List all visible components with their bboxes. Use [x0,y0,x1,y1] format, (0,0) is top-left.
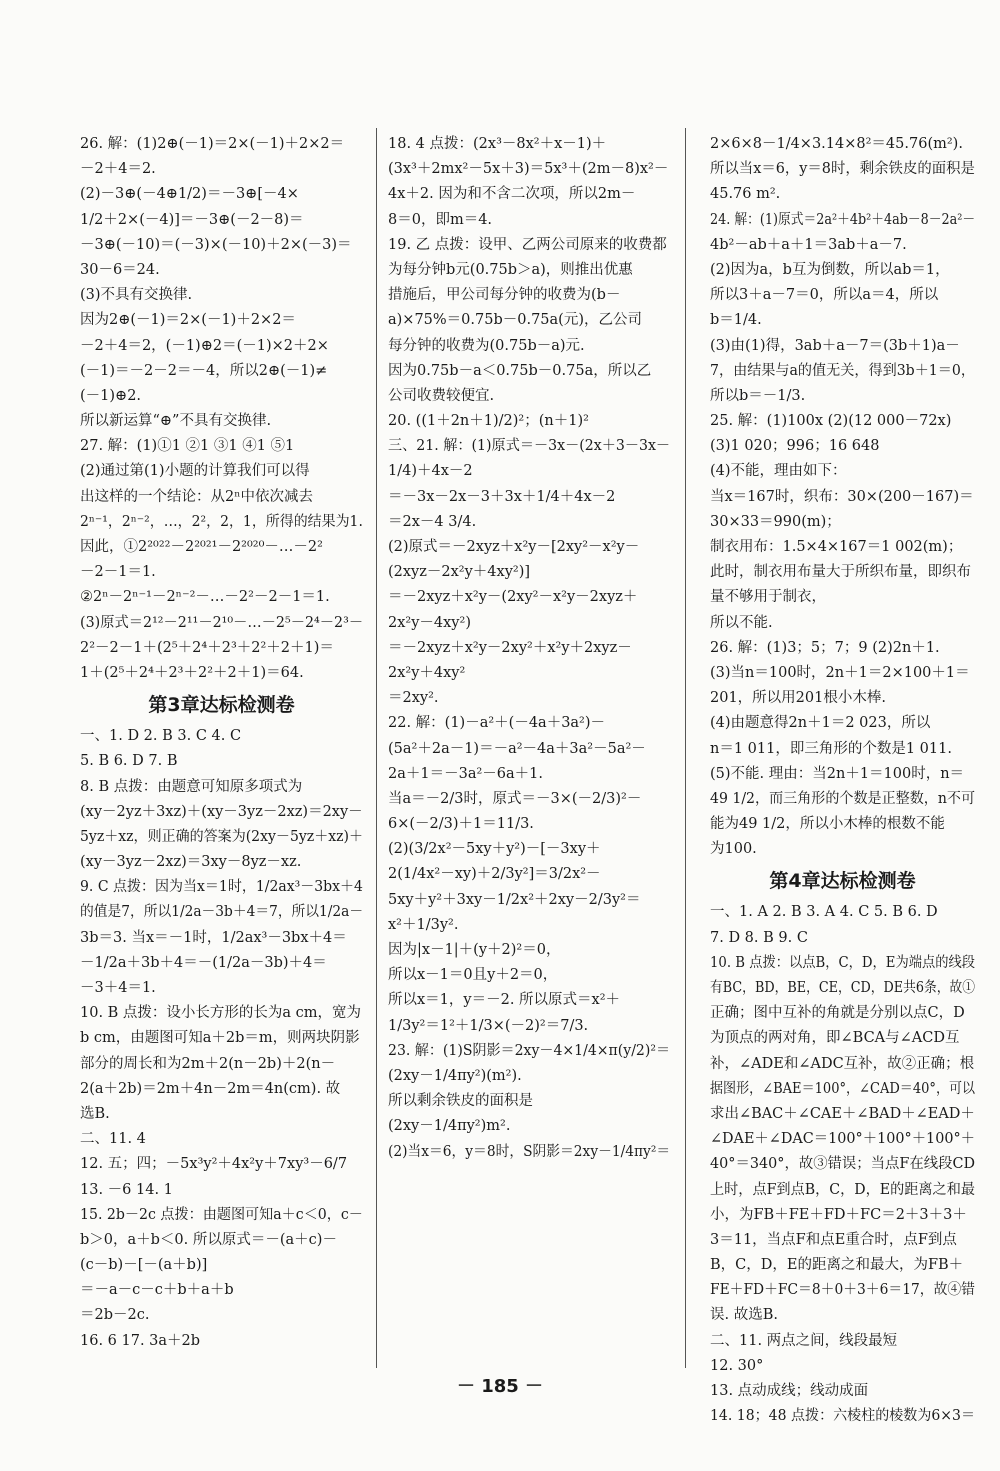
answer-line: 所以新运算“⊕”不具有交换律. [80,413,272,430]
answer-line: 2²－2－1＋(2⁵＋2⁴＋2³＋2²＋2＋1)＝ [80,639,334,656]
answer-line: x²＋1/3y². [388,916,459,933]
answer-line: b cm，由题图可知a＋2b＝m，则两块阴影 [80,1030,360,1047]
answer-line: 6×(－2/3)＋1＝11/3. [388,816,534,833]
answer-line: 所以不能. [710,614,773,631]
answer-line: 8＝0，即m＝4. [388,211,493,228]
answer-line: (3)不具有交换律. [80,287,193,304]
answer-line: 13. －6 14. 1 [80,1181,173,1198]
answer-line: 因为0.75b－a＜0.75b－0.75a，所以乙 [388,362,652,379]
answer-line: 5xy＋y²＋3xy－1/2x²＋2xy－2/3y²＝ [388,891,641,908]
answer-line: 2(1/4x²－xy)＋2/3y²]＝3/2x²－ [388,866,601,883]
answer-line: 45.76 m². [710,186,781,203]
answer-line: 为顶点的两对角，即∠BCA与∠ACD互 [710,1030,960,1047]
answer-line: 24. 解：(1)原式＝2a²＋4b²＋4ab－8－2a²－ [710,211,975,228]
answer-line: 12. 30° [710,1357,764,1374]
answer-line: 9. C 点拨：因为当x＝1时，1/2ax³－3bx＋4 [80,879,363,896]
answer-line: 1＋(2⁵＋2⁴＋2³＋2²＋2＋1)＝64. [80,664,304,681]
answer-line: 201，所以用201根小木棒. [710,690,886,707]
answer-line: 能为49 1/2，所以小木棒的根数不能 [710,816,945,833]
answer-line: 30×33＝990(m)； [710,513,841,530]
answer-line: 有BC，BD，BE，CE，CD，DE共6条，故① [710,980,975,996]
answer-line: (－1)＝－2－2＝－4，所以2⊕(－1)≠ [80,362,328,379]
answer-line: (2)－3⊕(－4⊕1/2)＝－3⊕[－4× [80,186,299,203]
answer-line: 所以x－1＝0且y＋2＝0， [388,967,558,984]
answer-line: 2x²y＋4xy² [388,664,466,681]
answer-line: 4b²－ab＋a＋1＝3ab＋a－7. [710,236,907,253]
answer-line: (5a²＋2a－1)＝－a²－4a＋3a²－5a²－ [388,740,646,757]
answer-line: (3)由(1)得，3ab＋a－7＝(3b＋1)a－ [710,337,960,354]
answer-line: 制衣用布：1.5×4×167＝1 002(m)； [710,539,963,555]
answer-line: 小，为FB＋FE＋FD＋FC＝2＋3＋3＋ [710,1206,967,1223]
answer-line: 正确；图中互补的角就是分别以点C，D [710,1005,965,1022]
answer-line: 18. 4 点拨：(2x³－8x²＋x－1)＋ [388,136,607,152]
answer-line: 7，由结果与a的值无关，得到3b＋1＝0， [710,362,975,379]
answer-line: FE＋FD＋FC＝8＋0＋3＋6＝17，故④错 [710,1282,975,1299]
answer-line: 8. B 点拨：由题意可知原多项式为 [80,778,303,795]
answer-line: 12. 五；四；－5x³y²＋4x²y＋7xy³－6/7 [80,1156,348,1173]
answer-line: ＝－3x－2x－3＋3x＋1/4＋4x－2 [388,488,616,505]
answer-line: －2＋4＝2. [80,161,156,178]
answer-line: (c－b)－[－(a＋b)] [80,1257,208,1274]
answer-line: ＝－a－c－c＋b＋a＋b [80,1282,234,1299]
answer-line: 当a＝－2/3时，原式＝－3×(－2/3)²－ [388,790,642,807]
answer-line: ②2ⁿ－2ⁿ⁻¹－2ⁿ⁻²－…－2²－2－1＝1. [80,589,330,606]
answer-line: 14. 18；48 点拨：六棱柱的棱数为6×3＝ [710,1408,975,1425]
answer-line: 出这样的一个结论：从2ⁿ中依次减去 [80,488,313,505]
answer-line: 30－6＝24. [80,261,160,278]
answer-line: b＝1/4. [710,312,762,329]
answer-line: 此时，制衣用布量大于所织布量，即织布 [710,564,971,581]
answer-line: 2a＋1＝－3a²－6a＋1. [388,765,543,782]
answer-line: 措施后，甲公司每分钟的收费为(b－ [388,287,621,304]
answer-line: 求出∠BAC＋∠CAE＋∠BAD＋∠EAD＋ [710,1105,975,1122]
answer-line: －2＋4＝2，(－1)⊕2＝(－1)×2＋2× [80,337,329,354]
answer-column-right [710,132,975,1429]
answer-line: 2ⁿ⁻¹，2ⁿ⁻²，…，2²，2，1，所得的结果为1. [80,513,363,530]
answer-line: 量不够用于制衣， [710,589,826,606]
answer-line: 2x²y－4xy²) [388,614,471,631]
section-title: 第3章达标检测卷 [148,694,295,717]
answer-line: 所以剩余铁皮的面积是 [388,1093,533,1110]
answer-line: ∠DAE＋∠DAC＝100°＋100°＋100°＋ [710,1131,975,1148]
answer-column-middle [388,132,670,1165]
answer-line: 所以当x＝6，y＝8时，剩余铁皮的面积是 [710,161,975,178]
answer-line: 一、1. A 2. B 3. A 4. C 5. B 6. D [710,904,938,921]
answer-line: 19. 乙 点拨：设甲、乙两公司原来的收费都 [388,236,667,253]
answer-line: (5)不能. 理由：当2n＋1＝100时，n＝ [710,765,965,782]
answer-line: 一、1. D 2. B 3. C 4. C [80,728,242,745]
answer-line: (4)不能，理由如下： [710,463,847,480]
answer-line: 13. 点动成线；线动成面 [710,1383,869,1399]
answer-line: 所以3＋a－7＝0，所以a＝4，所以 [710,287,939,304]
answer-line: 5. B 6. D 7. B [80,753,178,770]
answer-line: 3b＝3. 当x＝－1时，1/2ax³－3bx＋4＝ [80,929,347,946]
answer-line: ＝－2xyz＋x²y－2xy²＋x²y＋2xyz－ [388,639,632,656]
answer-line: b＞0，a＋b＜0. 所以原式＝－(a＋c)－ [80,1231,337,1248]
answer-line: 所以x＝1，y＝－2. 所以原式＝x²＋ [388,992,621,1009]
answer-line: 1/3y²＝1²＋1/3×(－2)²＝7/3. [388,1017,589,1034]
answer-line: 公司收费较便宜. [388,387,495,404]
answer-line: (xy－2yz＋3xz)＋(xy－3yz－2xz)＝2xy－ [80,803,363,820]
page-number: － 185 － [456,1376,544,1397]
answer-line: a)×75%＝0.75b－0.75a(元)，乙公司 [388,312,642,329]
answer-line: 20. ((1＋2n＋1)/2)²；(n＋1)² [388,413,589,430]
answer-line: (2xy－1/4πy²)(m²). [388,1067,522,1084]
answer-line: (3)1 020；996；16 648 [710,438,880,455]
answer-line: 4x＋2. 因为和不含二次项，所以2m－ [388,186,636,203]
answer-line: 为100. [710,841,757,858]
answer-line: 因此，①2²⁰²²－2²⁰²¹－2²⁰²⁰－…－2² [80,539,323,555]
answer-line: (2xyz－2x²y＋4xy²)] [388,564,531,581]
answer-line: 二、11. 4 [80,1131,146,1148]
answer-line: (3)原式＝2¹²－2¹¹－2¹⁰－…－2⁵－2⁴－2³－ [80,614,363,631]
answer-line: (2)通过第(1)小题的计算我们可以得 [80,463,310,480]
column-divider-1 [376,128,377,1368]
answer-line: 每分钟的收费为(0.75b－a)元. [388,337,585,354]
answer-line: (4)由题意得2n＋1＝2 023，所以 [710,715,931,732]
answer-line: 5yz＋xz，则正确的答案为(2xy－5yz＋xz)＋ [80,828,363,845]
answer-line: (－1)⊕2. [80,387,142,404]
answer-line: 27. 解：(1)①1 ②1 ③1 ④1 ⑤1 [80,438,295,455]
answer-line: －3＋4＝1. [80,980,156,996]
answer-line: 误. 故选B. [710,1307,778,1324]
answer-line: (3)当n＝100时，2n＋1＝2×100＋1＝ [710,664,970,681]
answer-line: (xy－3yz－2xz)＝3xy－8yz－xz. [80,854,302,871]
section-title: 第4章达标检测卷 [769,870,916,893]
answer-column-left [80,132,363,1354]
answer-line: 因为2⊕(－1)＝2×(－1)＋2×2＝ [80,312,296,329]
answer-line: －1/2a＋3b＋4＝－(1/2a－3b)＋4＝ [80,954,327,971]
answer-line: (3x³＋2mx²－5x＋3)＝5x³＋(2m－8)x²－ [388,161,669,178]
answer-line: 的值是7，所以1/2a－3b＋4＝7，所以1/2a－ [80,904,363,921]
answer-line: 当x＝167时，织布：30×(200－167)＝ [710,488,974,505]
answer-line: 上时，点F到点B，C，D，E的距离之和最 [710,1181,975,1198]
answer-line: n＝1 011，即三角形的个数是1 011. [710,740,952,757]
answer-line: 1/4)＋4x－2 [388,463,473,480]
answer-line: 10. B 点拨：以点B，C，D，E为端点的线段 [710,954,975,971]
answer-line: 为每分钟b元(0.75b＞a)，则推出优惠 [388,261,633,278]
answer-line: 7. D 8. B 9. C [710,929,808,946]
answer-line: 3＝11，当点F和点E重合时，点F到点 [710,1231,957,1248]
answer-line: (2)原式＝－2xyz＋x²y－[2xy²－x²y－ [388,539,640,555]
answer-line: 26. 解：(1)2⊕(－1)＝2×(－1)＋2×2＝ [80,136,345,152]
answer-line: (2)(3/2x²－5xy＋y²)－[－3xy＋ [388,841,601,858]
answer-line: 选B. [80,1105,110,1122]
answer-line: 据图形，∠BAE＝100°，∠CAD＝40°，可以 [710,1080,975,1097]
answer-line: 25. 解：(1)100x (2)(12 000－72x) [710,413,952,430]
answer-line: －2－1＝1. [80,564,156,581]
answer-line: －3⊕(－10)＝(－3)×(－10)＋2×(－3)＝ [80,236,352,253]
answer-line: 15. 2b－2c 点拨：由题图可知a＋c＜0，c－ [80,1206,363,1223]
answer-line: 10. B 点拨：设小长方形的长为a cm，宽为 [80,1005,362,1022]
answer-line: 所以b＝－1/3. [710,387,806,404]
answer-line: 16. 6 17. 3a＋2b [80,1332,201,1349]
answer-line: 补，∠ADE和∠ADC互补，故②正确；根 [710,1055,975,1072]
answer-line: 二、11. 两点之间，线段最短 [710,1332,898,1349]
answer-line: (2)当x＝6，y＝8时，S阴影＝2xy－1/4πy²＝ [388,1143,670,1160]
answer-line: 40°＝340°，故③错误；当点F在线段CD [710,1156,975,1173]
answer-line: 22. 解：(1)－a²＋(－4a＋3a²)－ [388,715,606,732]
answer-line: 2(a＋2b)＝2m＋4n－2m＝4n(cm). 故 [80,1080,341,1097]
answer-line: ＝－2xyz＋x²y－(2xy²－x²y－2xyz＋ [388,589,638,606]
answer-line: 部分的周长和为2m＋2(n－2b)＋2(n－ [80,1055,336,1072]
answer-line: 23. 解：(1)S阴影＝2xy－4×1/4×π(y/2)²＝ [388,1042,670,1059]
answer-line: B，C，D，E的距离之和最大，为FB＋ [710,1257,964,1274]
answer-line: (2)因为a，b互为倒数，所以ab＝1， [710,261,950,278]
answer-line: 1/2＋2×(－4)]＝－3⊕(－2－8)＝ [80,211,304,228]
column-divider-2 [685,128,686,1368]
answer-line: (2xy－1/4πy²)m². [388,1118,511,1135]
answer-line: 49 1/2，而三角形的个数是正整数，n不可 [710,790,975,807]
answer-line: 三、21. 解：(1)原式＝－3x－(2x＋3－3x－ [388,438,670,455]
answer-line: 因为|x－1|＋(y＋2)²＝0， [388,942,561,958]
answer-line: ＝2xy². [388,690,439,707]
answer-line: 26. 解：(1)3；5；7；9 (2)2n＋1. [710,639,940,656]
answer-line: ＝2b－2c. [80,1307,150,1324]
answer-line: 2×6×8－1/4×3.14×8²＝45.76(m²). [710,136,963,152]
answer-line: ＝2x－4 3/4. [388,513,477,530]
